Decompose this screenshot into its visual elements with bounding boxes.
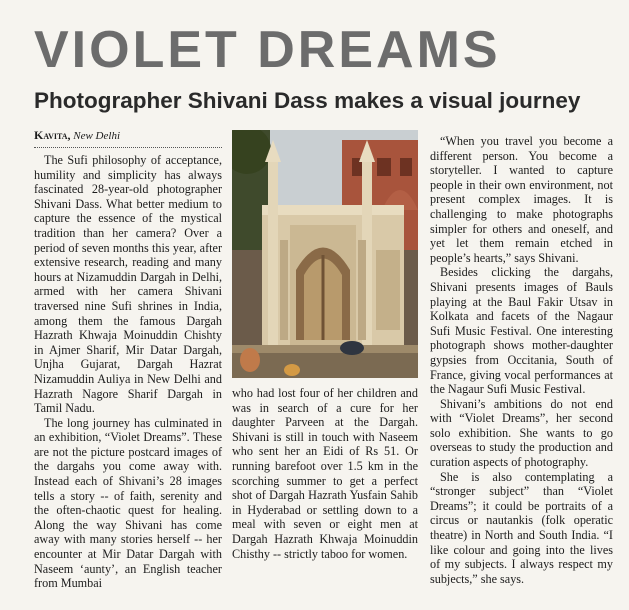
column-2-paragraph-1: who had lost four of her children and was in search of a cure for her daughter Parveen at the Dargah. Shivani is still in touch with Naseem who sent her an Eidi of Rs 51. Or running barefoot over 1.5 km in the scorching summer to get a perfect shot of Dargah Hazrath Yusfain Sahib in Hyderabad or settling down to a meal with seven or eight men at Dargah Hazrath Khwaja Moinuddin Chisthy -- strictly taboo for women.: [232, 386, 418, 561]
byline-name: Kavita,: [34, 128, 71, 142]
byline-place: New Delhi: [73, 130, 120, 142]
byline: [34, 128, 224, 143]
headline: VIOLET DREAMS: [34, 21, 501, 79]
column-3: [430, 134, 613, 586]
column-2: [232, 386, 418, 561]
column-1-paragraph-1: The Sufi philosophy of acceptance, humility and simplicity has always fascinated 28-year-old photographer Shivani Dass. What better medium to capture the essence of the mystical tradition than her camera? Over a period of seven months this year, after extensive research, reading and many hours at Nizamuddin Dargah in Delhi, armed with her camera Shivani traversed nine Sufi shrines in India, among them the famous Dargah Hazrath Khwaja Moinuddin Chishty in Ajmer Sharif, Mir Datar Dargah, Unjha Gujarat, Dargah Hazrat Nizamuddin Auliya in New Delhi and Hazrath Nagore Sharif Dargah in Tamil Nadu.: [34, 153, 222, 416]
subhead: Photographer Shivani Dass makes a visual journey: [34, 88, 581, 113]
column-3-paragraph-3: Shivani’s ambitions do not end with “Violet Dreams”, her second solo exhibition. She wants to go overseas to study the production and curation aspects of photography.: [430, 396, 613, 470]
column-3-paragraph-1: “When you travel you become a different person. You become a storyteller. I wanted to capture people in their own environment, not present complex images. It is challenging to make photographs simpler for others and oneself, and yet let them remain etched in people’s hearts,” says Shivani.: [430, 134, 613, 265]
column-3-paragraph-2: Besides clicking the dargahs, Shivani presents images of Bauls playing at the Baul Fakir Utsav in Kolkata and facets of the Nagaur Sufi Music Festival. One interesting photograph shows mother-daughter gypsies from Occitania, South of France, giving vocal performances at the Nagaur Sufi Music Festival.: [430, 265, 613, 397]
dargah-photo: [232, 130, 418, 378]
column-1-paragraph-2: The long journey has culminated in an exhibition, “Violet Dreams”. These are not the picture postcard images of the dargahs you come away with. Instead each of Shivani’s 28 images tells a story -- of faith, serenity and the often-chaotic quest for healing. Along the way Shivani has come away with many stories herself -- her encounter at Mir Datar Dargah with Naseem ‘aunty’, an English teacher from Mumbai: [34, 415, 222, 591]
byline-divider: [34, 147, 222, 148]
column-1: [34, 153, 222, 591]
column-3-paragraph-4: She is also contemplating a “stronger subject” than “Violet Dreams”; it could be portraits of a circus or nautankis (folk operatic theatre) in North and South India. “I like colour and going into the lives of my subjects. I always respect my subjects,” she says.: [430, 469, 613, 586]
